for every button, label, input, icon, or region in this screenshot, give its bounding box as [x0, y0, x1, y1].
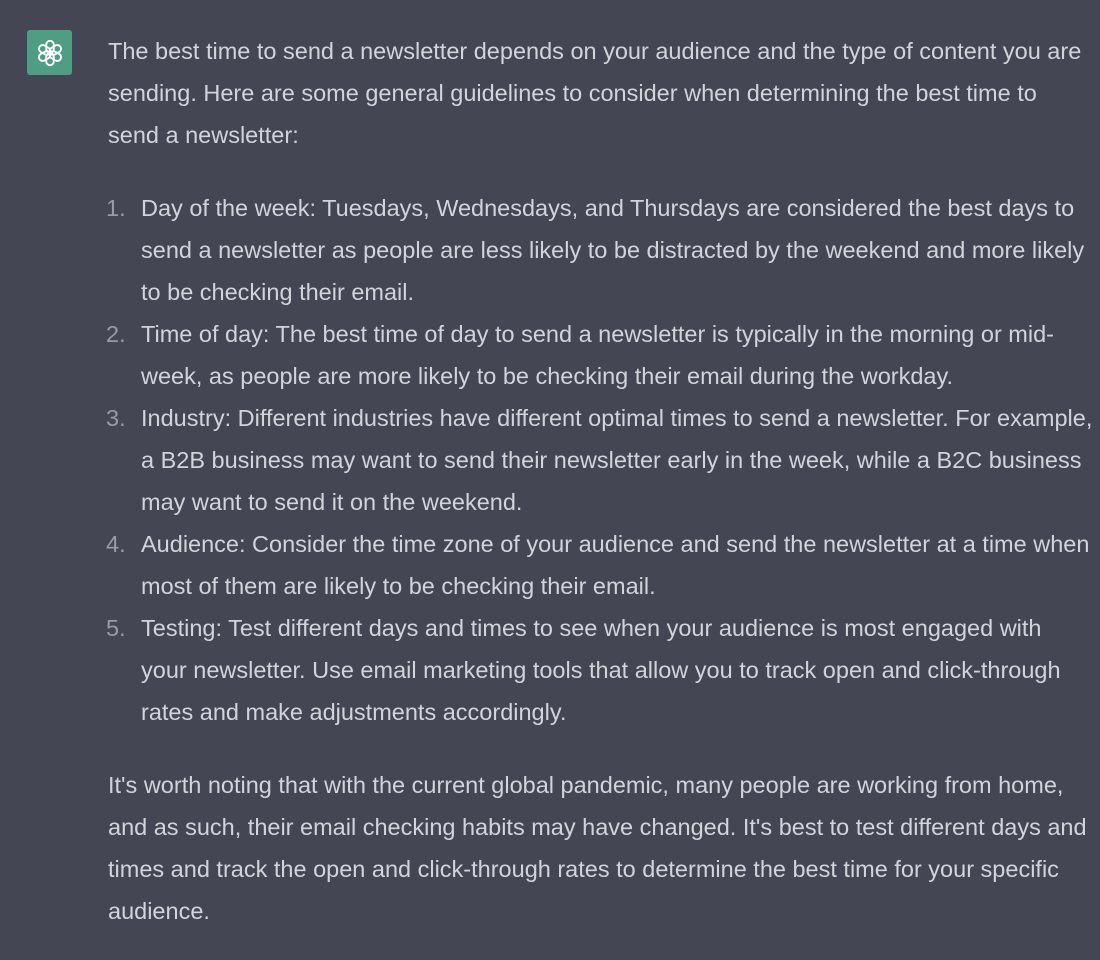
list-item — [106, 607, 1093, 733]
list-item-text: Day of the week: Tuesdays, Wednesdays, and Thursdays are considered the best days to send a newsletter as people are less likely to be distracted by the weekend and more likely to be checking their email. — [141, 195, 1085, 305]
list-item — [106, 397, 1093, 523]
list-item-number: 2. — [106, 321, 126, 347]
list-item-number: 4. — [106, 531, 126, 557]
openai-logo-icon — [35, 38, 65, 68]
assistant-avatar — [27, 30, 72, 75]
guideline-list — [108, 187, 1093, 733]
list-item — [106, 313, 1093, 397]
list-item-text: Industry: Different industries have different optimal times to send a newsletter. For example, a B2B business may want to send their newsletter early in the week, while a B2C business may want to send it on the weekend. — [141, 405, 1093, 515]
assistant-message — [108, 30, 1093, 932]
list-item — [106, 523, 1093, 607]
message-outro: It's worth noting that with the current global pandemic, many people are working from home, and as such, their email checking habits may have changed. It's best to test different days and times and track the open and click-through rates to determine the best time for your specific audience. — [108, 772, 1087, 924]
message-intro: The best time to send a newsletter depends on your audience and the type of content you are sending. Here are some general guidelines to consider when determining the best time to send a newsletter: — [108, 38, 1082, 148]
list-item-number: 5. — [106, 615, 126, 641]
list-item-text: Testing: Test different days and times to see when your audience is most engaged with your newsletter. Use email marketing tools that allow you to track open and click-through rates and make adjustments accordingly. — [141, 615, 1061, 725]
list-item-text: Time of day: The best time of day to send a newsletter is typically in the morning or mid-week, as people are more likely to be checking their email during the workday. — [141, 321, 1054, 389]
list-item-text: Audience: Consider the time zone of your audience and send the newsletter at a time when most of them are likely to be checking their email. — [141, 531, 1090, 599]
list-item — [106, 187, 1093, 313]
list-item-number: 3. — [106, 405, 126, 431]
list-item-number: 1. — [106, 195, 126, 221]
